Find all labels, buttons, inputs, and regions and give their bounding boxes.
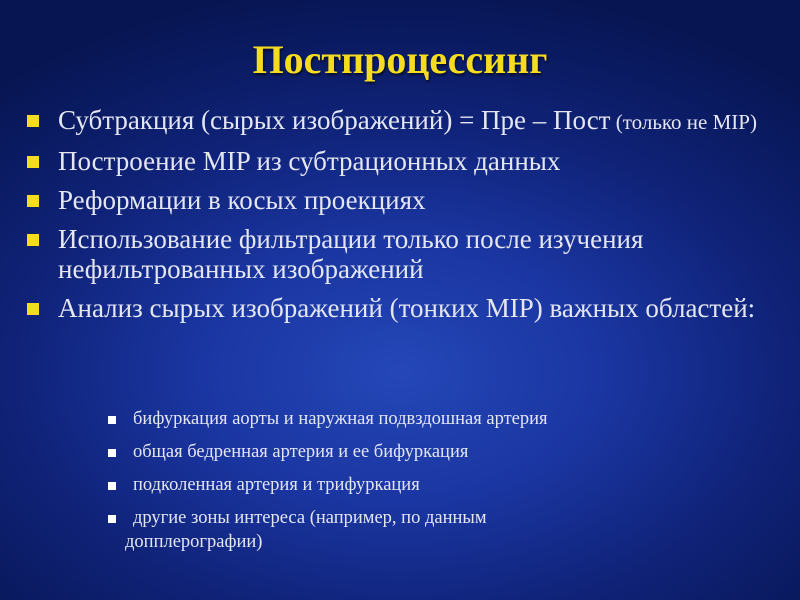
sub-bullet-text-continued: допплерографии) [125,532,263,552]
bullet-item [22,146,792,176]
sub-bullet-text: подколенная артерия и трифуркация [133,475,420,495]
bullet-item [22,293,792,323]
bullet-text: Реформации в косых проекциях [58,185,426,215]
square-bullet-icon [108,449,116,457]
square-bullet-icon [108,515,116,523]
sub-bullet-text: бифуркация аорты и наружная подвздошная артерия [133,409,548,429]
slide-title: Постпроцессинг [252,37,548,82]
sub-bullet-list [105,407,765,563]
sub-bullet-item [105,473,765,497]
square-bullet-icon [27,234,39,246]
sub-bullet-item [105,407,765,431]
bullet-list [22,105,792,332]
square-bullet-icon [27,195,39,207]
square-bullet-icon [27,156,39,168]
bullet-text: Субтракция (сырых изображений) = Пре – Пост [58,105,611,135]
sub-bullet-item [105,440,765,464]
bullet-text: Построение MIP из субтрационных данных [58,146,561,176]
bullet-item [22,185,792,215]
square-bullet-icon [27,115,39,127]
bullet-item [22,224,792,284]
square-bullet-icon [108,482,116,490]
square-bullet-icon [108,416,116,424]
square-bullet-icon [27,303,39,315]
bullet-text: Анализ сырых изображений (тонких MIP) важных областей: [58,293,756,323]
bullet-note: (только не MIP) [610,110,757,134]
bullet-text: Использование фильтрации только после изучения нефильтрованных изображений [58,224,644,284]
sub-bullet-item [105,506,765,554]
sub-bullet-text: общая бедренная артерия и ее бифуркация [133,442,469,462]
sub-bullet-text: другие зоны интереса (например, по данным [133,508,487,528]
bullet-item [22,105,792,137]
